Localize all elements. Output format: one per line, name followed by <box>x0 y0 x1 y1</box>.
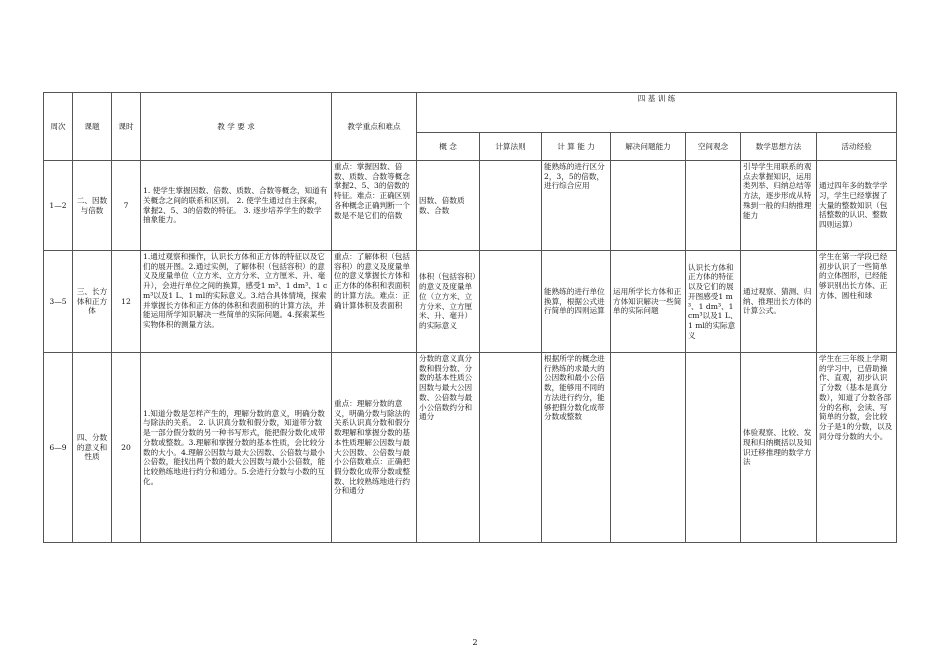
method-header: 数学思想方法 <box>741 133 817 161</box>
experience-header: 活动经验 <box>817 133 897 161</box>
rules-cell <box>480 251 542 353</box>
calc-cell: 能熟练的进行单位换算，根据公式进行简单的四则运算 <box>542 251 611 353</box>
experience-cell: 学生在三年级上学期的学习中，已借助操作、直观，初步认识了分数（基本是真分数），知道了分数各部分的名称，会读、写简单的分数，会比较分子是1的分数，以及同分母分数的大小。 <box>817 353 897 543</box>
table-row <box>44 161 897 251</box>
requirements-header: 教 学 要 求 <box>141 93 332 161</box>
teaching-plan-table <box>43 92 897 543</box>
keypoints-cell: 重点：掌握因数、倍数、质数、合数等概念掌握2、5、3的倍数的特征。难点：正确区别各种概念正确判断一个数是不是它们的倍数 <box>332 161 417 251</box>
four-basics-header: 四 基 训 练 <box>417 93 897 133</box>
method-cell: 引导学生用联系的观点去掌握知识，运用类列举、归纳总结等方法，逐步形成从特殊到一般的归纳推理能力 <box>741 161 817 251</box>
hours-cell: 12 <box>112 251 141 353</box>
experience-cell: 通过四年多的数学学习，学生已经掌握了大量的整数知识（包括整数的认识、整数四则运算） <box>817 161 897 251</box>
method-cell: 通过观察、猜测、归纳、推理出长方体的计算公式。 <box>741 251 817 353</box>
topic-cell: 二、因数与倍数 <box>73 161 112 251</box>
calc-header: 计 算 能 力 <box>542 133 611 161</box>
space-cell <box>686 353 741 543</box>
week-cell: 1—2 <box>44 161 73 251</box>
problem-cell: 运用所学长方体和正方体知识解决一些简单的实际问题 <box>611 251 686 353</box>
calc-cell: 能熟练的进行区分2，3，5的倍数，进行综合应用 <box>542 161 611 251</box>
problem-cell <box>611 161 686 251</box>
experience-cell: 学生在第一学段已经初步认识了一些简单的立体图形，已经能够识别出长方体、正方体、圆柱和球 <box>817 251 897 353</box>
space-cell: 认识长方体和正方体的特征以及它们的展开图感受1 m³、1 dm³、1 cm³以及1 L、1 ml的实际意义 <box>686 251 741 353</box>
topic-cell: 四、分数的意义和性质 <box>73 353 112 543</box>
rules-header: 计算法则 <box>480 133 542 161</box>
keypoints-header: 教学重点和难点 <box>332 93 417 161</box>
week-cell: 6—9 <box>44 353 73 543</box>
topic-cell: 三、长方体和正方体 <box>73 251 112 353</box>
keypoints-cell: 重点：理解分数的意义，明确分数与除法的关系认识真分数和假分数理解和掌握分数的基本性质理解公因数与最大公因数、公倍数与最小公倍数难点：正确把假分数化成带分数或整数、比较熟练地进行约分和通分 <box>332 353 417 543</box>
rules-cell <box>480 353 542 543</box>
hours-header: 课时 <box>112 93 141 161</box>
keypoints-cell: 重点：了解体积（包括容积）的意义及度量单位的意义掌握长方体和正方体的体积和表面积的计算方法。难点：正确计算体积及表面积 <box>332 251 417 353</box>
rules-cell <box>480 161 542 251</box>
table-row <box>44 251 897 353</box>
problem-header: 解决问题能力 <box>611 133 686 161</box>
requirements-cell: 1.知道分数是怎样产生的，理解分数的意义，明确分数与除法的关系。 2. 认识真分数和假分数，知道带分数是一部分假分数的另一种书写形式，能把假分数化成带分数或整数。3.理解和掌握分数的基本性质，会比较分数的大小。4.理解公因数与最大公因数、公倍数与最小公倍数，能找出两个数的最大公因数与最小公倍数，能比较熟练地进行约分和通分。5.会进行分数与小数的互化。 <box>141 353 332 543</box>
requirements-cell: 1. 使学生掌握因数、倍数、质数、合数等概念，知道有关概念之间的联系和区别。 2. 使学生通过自主探索，掌握2、5、3的倍数的特征。 3. 逐步培养学生的数学抽象能力。 <box>141 161 332 251</box>
topic-header: 课题 <box>73 93 112 161</box>
problem-cell <box>611 353 686 543</box>
concept-cell: 分数的意义真分数和假分数、分数的基本性质公因数与最大公因数、公倍数与最小公倍数约分和通分 <box>417 353 480 543</box>
concept-header: 概 念 <box>417 133 480 161</box>
week-header: 周次 <box>44 93 73 161</box>
requirements-cell: 1.通过观察和操作，认识长方体和正方体的特征以及它们的展开图。2.通过实例，了解体积（包括容积）的意义及度量单位（立方米、立方分米、立方厘米、升、毫升），会进行单位之间的换算，感受1 m³、1 dm³、1 cm³以及1 L、1 ml的实际意义。3.结合具体情境，探索并掌握长方体和正方体的体积和表面积的计算方法，并能运用所学知识解决一些简单的实际问题。4.探索某些实物体积的测量方法。 <box>141 251 332 353</box>
page-number: 2 <box>472 638 478 647</box>
calc-cell: 根据所学的概念进行熟练的求最大的公因数和最小公倍数，能够用不同的方法进行约分，能够把假分数化成带分数或整数 <box>542 353 611 543</box>
method-cell: 体验观察、比较、发现和归纳概括以及知识迁移推理的数学方法 <box>741 353 817 543</box>
hours-cell: 20 <box>112 353 141 543</box>
hours-cell: 7 <box>112 161 141 251</box>
space-header: 空间观念 <box>686 133 741 161</box>
week-cell: 3—5 <box>44 251 73 353</box>
concept-cell: 体积（包括容积）的意义及度量单位（立方米、立方分米、立方厘米、升、毫升）的实际意义 <box>417 251 480 353</box>
space-cell <box>686 161 741 251</box>
concept-cell: 因数、倍数质数、合数 <box>417 161 480 251</box>
table-row <box>44 353 897 543</box>
